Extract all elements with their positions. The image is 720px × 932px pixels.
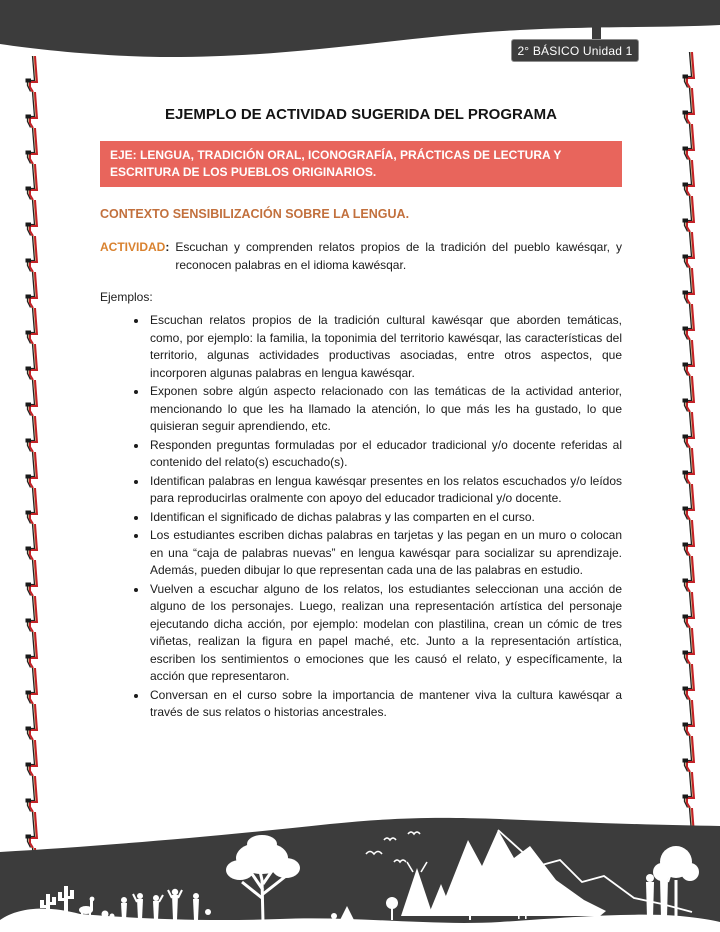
context-heading: CONTEXTO SENSIBILIZACIÓN SOBRE LA LENGUA.: [100, 207, 410, 221]
examples-label: Ejemplos:: [100, 290, 153, 304]
bullet-item: • Identifican el significado de dichas palabras y las comparten en el curso.: [148, 509, 622, 527]
activity-text: Escuchan y comprenden relatos propios de la tradición del pueblo kawésqar, y reconocen palabras en el idioma kawésqar.: [175, 240, 622, 272]
activity-label: ACTIVIDAD: [100, 240, 166, 254]
bullet-item: • Identifican palabras en lengua kawésqar presentes en los relatos escuchados y/o leídos para reproducirlas oralmente con apoyo del educador tradicional y/o docente.: [148, 473, 622, 508]
eje-banner: EJE: LENGUA, TRADICIÓN ORAL, ICONOGRAFÍA, PRÁCTICAS DE LECTURA Y ESCRITURA DE LOS PUEBLOS ORIGINARIOS.: [100, 141, 622, 187]
bullet-item: • Vuelven a escuchar alguno de los relatos, los estudiantes seleccionan una acción de alguno de los personajes. Luego, realizan una representación artística del personaje ejecutando dicha acción, por ejemplo: modelan con plastilina, crean un cómic de tres viñetas, realizan la figura en papel maché, etc. Junto a la representación artística, escriben los sentimientos o emociones que les causó el relato, y específicamente, la acción que representaron.: [148, 581, 622, 686]
content-area: [100, 100, 622, 723]
activity-colon: :: [165, 240, 170, 254]
bullet-item: • Escuchan relatos propios de la tradición cultural kawésqar que aborden temáticas, como, por ejemplo: la familia, la toponimia del territorio kawésqar, las características del territorio, algunas actividades productivas asociadas, entre otros aspectos, que incorporen algunas palabras en lengua kawésqar.: [148, 312, 622, 382]
page-title: EJEMPLO DE ACTIVIDAD SUGERIDA DEL PROGRAMA: [165, 106, 557, 123]
left-zigzag-border-decoration: [24, 56, 42, 852]
bullet-item: • Responden preguntas formuladas por el educador tradicional y/o docente referidas al contenido del relato(s) escuchado(s).: [148, 437, 622, 472]
activity-paragraph: [100, 239, 622, 274]
examples-bullet-list: [100, 312, 622, 722]
bullet-item: • Conversan en el curso sobre la importancia de mantener viva la cultura kawésqar a través de sus relatos o historias ancestrales.: [148, 687, 622, 722]
unit-badge: 2° BÁSICO Unidad 1: [511, 39, 639, 62]
right-zigzag-border-decoration: [681, 52, 699, 826]
bullet-item: • Los estudiantes escriben dichas palabras en tarjetas y las pegan en un muro o colocan en una “caja de palabras nuevas” en lengua kawésqar para socializar su aprendizaje. Además, pueden dibujar lo que representan cada una de las palabras en estudio.: [148, 527, 622, 580]
footer-silhouette-decoration: [0, 810, 720, 932]
bullet-item: • Exponen sobre algún aspecto relacionado con las temáticas de la actividad anterior, mencionando lo que les ha llamado la atención, lo que más les ha gustado, lo que quisieran seguir aprendiendo, etc.: [148, 383, 622, 436]
